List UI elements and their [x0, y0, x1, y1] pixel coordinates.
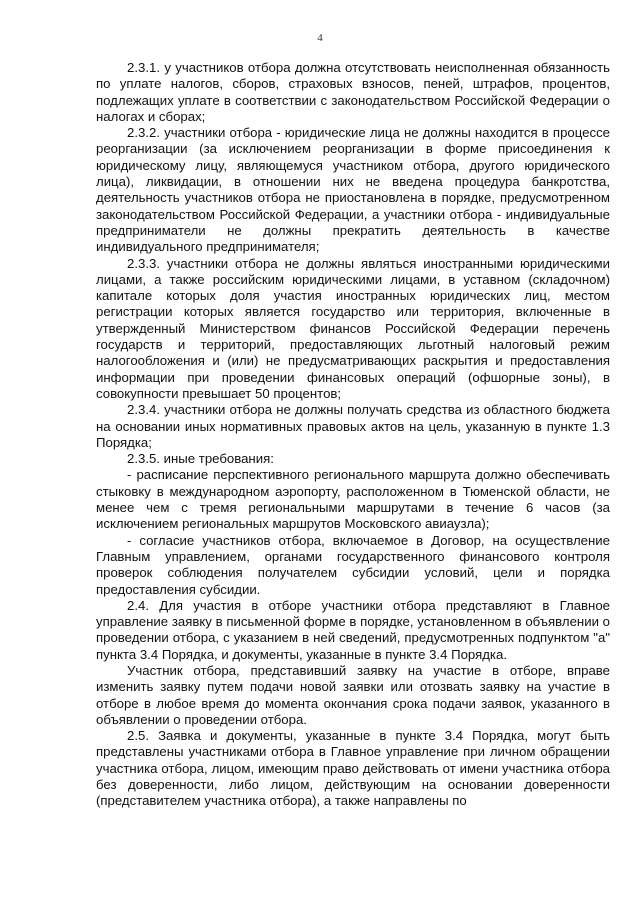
paragraph-2-3-2: 2.3.2. участники отбора - юридические лица не должны находится в процессе реорганизации (за исключением реорганизации в форме присоединения к юридическому лицу, являющемуся участником отбора, другого юридического лица), ликвидации, в отношении них не введена процедура банкротства, деятельность участников отбора не приостановлена в порядке, предусмотренном законодательством Российской Федерации, а участники отбора - индивидуальные предприниматели не должны прекратить деятельность в качестве индивидуального предпринимателя;	[96, 125, 610, 255]
paragraph-application-change: Участник отбора, представивший заявку на участие в отборе, вправе изменить заявку путем подачи новой заявки или отозвать заявку на участие в отборе в любое время до момента окончания срока подачи заявок, указанного в объявлении о проведении отбора.	[96, 662, 610, 727]
document-body	[96, 60, 610, 810]
paragraph-requirement-consent: - согласие участников отбора, включаемое в Договор, на осуществление Главным управлением, органами государственного финансового контроля проверок соблюдения получателем субсидии условий, цели и порядка предоставления субсидии.	[96, 532, 610, 597]
paragraph-2-3-4: 2.3.4. участники отбора не должны получать средства из областного бюджета на основании иных нормативных правовых актов на цель, указанную в пункте 1.3 Порядка;	[96, 402, 610, 450]
paragraph-2-3-3: 2.3.3. участники отбора не должны являться иностранными юридическими лицами, а также российским юридическими лицами, в уставном (складочном) капитале которых доля участия иностранных юридических лиц, местом регистрации которых является государство или территория, включенные в утвержденный Министерством финансов Российской Федерации перечень государств и территорий, предоставляющих льготный налоговый режим налогообложения и (или) не предусматривающих раскрытия и предоставления информации при проведении финансовых операций (офшорные зоны), в совокупности превышает 50 процентов;	[96, 255, 610, 401]
paragraph-2-3-5: 2.3.5. иные требования:	[127, 451, 274, 467]
page-number: 4	[317, 32, 323, 44]
paragraph-2-4: 2.4. Для участия в отборе участники отбора представляют в Главное управление заявку в письменной форме в порядке, установленном в объявлении о проведении отбора, с указанием в ней сведений, предусмотренных подпунктом "а" пункта 3.4 Порядка, и документы, указанные в пункте 3.4 Порядка.	[96, 597, 610, 662]
paragraph-2-5: 2.5. Заявка и документы, указанные в пункте 3.4 Порядка, могут быть представлены участниками отбора в Главное управление при личном обращении участника отбора, лицом, имеющим право действовать от имени участника отбора без доверенности, либо лицом, действующим на основании доверенности (представителем участника отбора), а также направлены по	[96, 728, 610, 809]
paragraph-requirement-schedule: - расписание перспективного регионального маршрута должно обеспечивать стыковку в международном аэропорту, расположенном в Тюменской области, не менее чем с тремя региональными маршрутами в течение 6 часов (за исключением региональных маршрутов Московского авиаузла);	[96, 467, 610, 532]
paragraph-2-3-1: 2.3.1. у участников отбора должна отсутствовать неисполненная обязанность по уплате налогов, сборов, страховых взносов, пеней, штрафов, процентов, подлежащих уплате в соответствии с законодательством Российской Федерации о налогах и сборах;	[96, 60, 610, 124]
